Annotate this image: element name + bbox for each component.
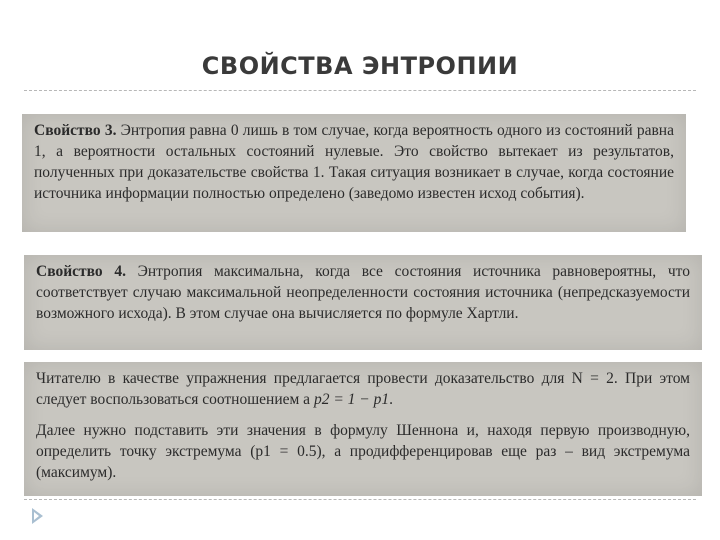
property-4-paragraph — [36, 261, 690, 324]
property-3-paragraph — [34, 120, 674, 204]
triangle-bullet-icon — [32, 508, 43, 524]
exercise-formula: p2 = 1 − p1 — [313, 391, 390, 408]
excerpt-property-4 — [24, 255, 702, 350]
slide-title: СВОЙСТВА ЭНТРОПИИ — [201, 52, 519, 80]
property-4-text: Энтропия максимальна, когда все состояния источника равновероятны, что соответствует случаю максимальной неопределенности состояния источника (непредсказуемости возможного исхода). В этом случае она вычисляется по формуле Хартли. — [36, 263, 690, 322]
exercise-text-1-end: . — [389, 391, 393, 408]
exercise-text-1: Читателю в качестве упражнения предлагается провести доказательство для N = 2. При этом следует воспользоваться соотношением а — [36, 370, 690, 408]
exercise-paragraph-2: Далее нужно подставить эти значения в формулу Шеннона и, находя первую производную, определить точку экстремума (p1 = 0.5), а продифференцировав еще раз – вид экстремума (максимум). — [36, 422, 690, 481]
property-3-heading: Свойство 3. — [34, 122, 117, 139]
excerpt-exercise — [24, 362, 702, 496]
exercise-paragraph-1 — [36, 368, 690, 410]
title-divider-top — [24, 90, 696, 91]
bottom-divider — [24, 499, 696, 500]
property-3-text: Энтропия равна 0 лишь в том случае, когда вероятность одного из состояний равна 1, а вероятности остальных состояний нулевые. Это свойство вытекает из результатов, полученных при доказательстве свойства 1. Такая ситуация возникает в случае, когда состояние источника информации полностью определено (заведомо известен исход события). — [34, 122, 674, 202]
excerpt-property-3 — [22, 114, 686, 232]
property-4-heading: Свойство 4. — [36, 263, 126, 280]
